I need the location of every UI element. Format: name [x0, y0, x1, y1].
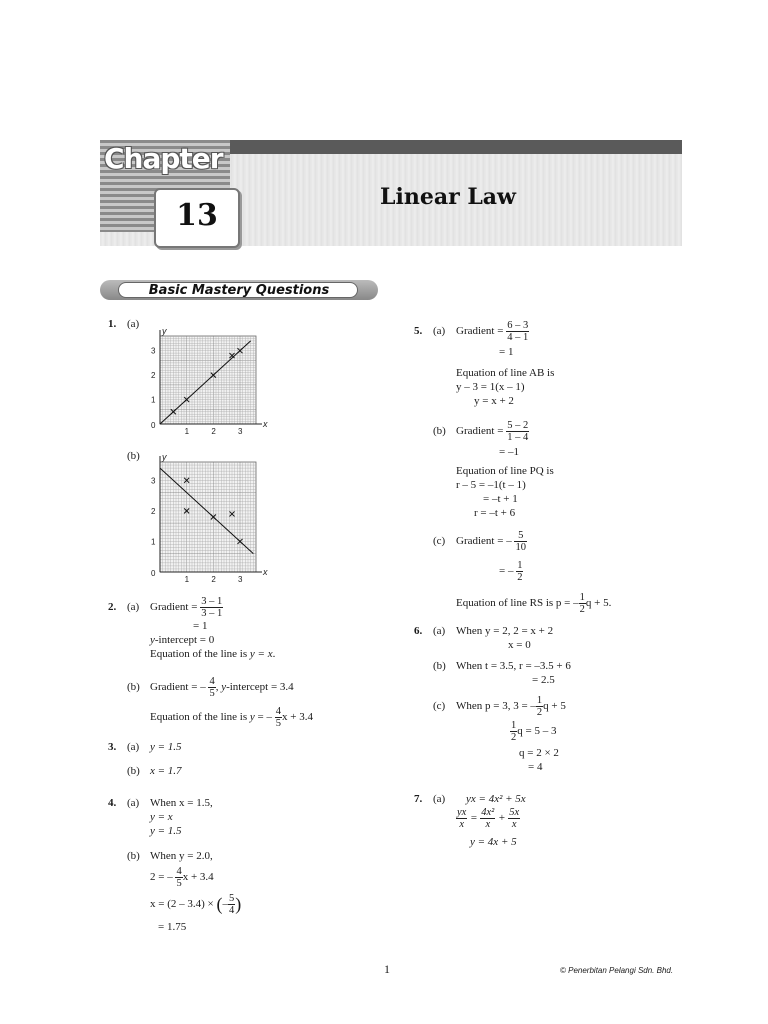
q2a-line: Equation of the line is y = x. [150, 648, 276, 660]
q5a-fraction [506, 320, 529, 343]
q4b-line1: When y = 2.0, [150, 850, 213, 862]
q5c-eq [499, 560, 523, 583]
q2a-label: (a) [127, 601, 140, 613]
banner-top-bar [230, 140, 682, 154]
chapter-number: 13 [176, 198, 218, 233]
q5c-l1-fraction [579, 592, 586, 615]
q5c-num: 5 [514, 530, 527, 542]
q5c-l1 [456, 592, 611, 615]
q4b-line3-den: 4 [228, 905, 235, 916]
y-tick-label: 3 [151, 346, 156, 356]
q2b-line-post: x + 3.4 [282, 711, 313, 724]
q7a-l2: $\frac{yx}{x}$ = $\frac{\text{4x²}}{x}$ + $\frac{5x}{x}$ [457, 807, 520, 830]
q5b-l3: = –t + 1 [483, 493, 518, 505]
q7a-frac1 [456, 807, 467, 830]
q1a-label: (a) [127, 318, 140, 330]
q5a-label: (a) [433, 325, 446, 337]
q6c-l3: q = 2 × 2 [519, 747, 559, 759]
q7a-frac1-num: yx [457, 807, 467, 818]
q5b-gradient [456, 420, 529, 443]
q3b-value: x = 1.7 [150, 765, 182, 777]
y-tick-label: 1 [151, 537, 156, 547]
y-tick-label: 2 [151, 506, 156, 516]
q2b-line-pre: Equation of the line is [150, 711, 250, 724]
q6b-label: (b) [433, 660, 446, 672]
q3b-label: (b) [127, 765, 140, 777]
x-tick-label: 2 [211, 427, 216, 436]
q7a-frac1-den: x [459, 819, 464, 830]
q2b-line-fraction [275, 706, 282, 729]
chapter-title: Linear Law [380, 184, 516, 210]
q6c-l1-den: 2 [536, 707, 543, 718]
x-tick-label: 1 [184, 427, 190, 436]
q6c-l2-num: 1 [511, 720, 517, 731]
q2a-numerator: 3 – 1 [201, 596, 223, 607]
q2a-gradient [150, 596, 223, 619]
q5c-l1-pre: Equation of line RS is p = – [456, 597, 579, 610]
q4b-label: (b) [127, 850, 140, 862]
q6b-l1: When t = 3.5, r = –3.5 + 6 [456, 660, 571, 672]
graph-b [142, 452, 270, 586]
q2a-eq1: = 1 [193, 620, 208, 632]
q5c-eq-fraction [516, 560, 523, 583]
q5b-fraction [506, 420, 529, 443]
x-tick-label: 2 [211, 575, 216, 584]
q6c-l2 [510, 720, 556, 743]
q7a-frac3-num: 5x [509, 807, 520, 818]
y-tick-label: 3 [151, 476, 156, 486]
q7a-l1: yx = 4x² + 5x [466, 793, 526, 805]
q5c-den: 10 [515, 542, 526, 553]
q6c-l2-den: 2 [511, 732, 517, 743]
q6c-l1-post: q + 5 [543, 700, 566, 713]
q4b-line2 [150, 866, 214, 889]
q2b-gradient: Gradient = – $\frac{4}{5}$ , y-intercept = 3.4 [150, 676, 294, 699]
q5c-gradient-label: Gradient = – [456, 535, 512, 548]
q5c-eq-pre: = – [499, 565, 514, 578]
q2a-yint-text: -intercept = 0 [154, 634, 215, 646]
q6c-l1-num: 1 [536, 695, 543, 706]
q2b-yint-text: -intercept = 3.4 [226, 681, 294, 694]
q5c-l1-num: 1 [579, 592, 585, 603]
q5a-l1: Equation of line AB is [456, 367, 555, 379]
q4b-line3-pre: x = (2 – 3.4) × [150, 898, 214, 911]
q5b-eq: = –1 [499, 446, 519, 458]
q5b-l2: r – 5 = –1(t – 1) [456, 479, 526, 491]
q7a-l3: y = 4x + 5 [470, 836, 517, 848]
q2b-denominator: 5 [209, 688, 215, 699]
origin-label: 0 [151, 569, 156, 578]
q3-number: 3. [108, 741, 117, 753]
q7-number: 7. [414, 793, 423, 805]
q6c-l1-pre: When p = 3, 3 = – [456, 700, 536, 713]
q6c-label: (c) [433, 700, 446, 712]
q2b-line: Equation of the line is y = – $\frac{4}{5}$ x + 3.4 [150, 706, 313, 729]
q4b-line2-pre: 2 = – [150, 871, 173, 884]
q5a-num: 6 – 3 [507, 320, 529, 331]
q5b-l1: Equation of line PQ is [456, 465, 554, 477]
q7a-frac2-num: 4x² [481, 807, 495, 818]
q4-number: 4. [108, 797, 117, 809]
q6c-l4: = 4 [528, 761, 543, 773]
q4b-line3-num: 5 [228, 893, 235, 904]
q4b-line2-post: x + 3.4 [182, 871, 214, 884]
q5a-gradient-label: Gradient = [456, 325, 504, 338]
q4b-line2-num: 4 [176, 866, 182, 877]
chapter-label: Chapter [104, 142, 223, 175]
page-number: 1 [384, 962, 390, 976]
q4b-line2-den: 5 [176, 878, 182, 889]
q5c-gradient [456, 530, 527, 553]
chapter-number-box [154, 188, 240, 248]
q2b-numerator: 4 [209, 676, 215, 687]
q5b-den: 1 – 4 [507, 432, 529, 443]
q4b-line3: x = (2 – 3.4) × (– $\frac{5}{4}$ ) [150, 893, 242, 916]
q2b-fraction [208, 676, 215, 699]
q5a-gradient [456, 320, 529, 343]
q5c-fraction [514, 530, 527, 553]
q6-number: 6. [414, 625, 423, 637]
chapter-banner [100, 140, 682, 246]
q5b-gradient-label: Gradient = [456, 425, 504, 438]
q4b-line2-fraction [175, 866, 182, 889]
q5-number: 5. [414, 325, 423, 337]
q4b-line4: = 1.75 [158, 921, 187, 933]
q2-number: 2. [108, 601, 117, 613]
q4a-line3: y = 1.5 [150, 825, 182, 837]
q4a-line1: When x = 1.5, [150, 797, 213, 809]
q5c-l1-den: 2 [579, 604, 585, 615]
copyright: © Penerbitan Pelangi Sdn. Bhd. [560, 966, 674, 975]
q2b-line-den: 5 [275, 718, 282, 729]
q1b-label: (b) [127, 450, 140, 462]
q2a-line-eq: y = x [249, 648, 273, 660]
q7a-frac3-den: x [511, 819, 517, 830]
q2a-gradient-label: Gradient = [150, 601, 198, 614]
q2a-yint: y-intercept = 0 [150, 634, 215, 646]
y-axis-label: y [162, 452, 167, 462]
q5b-num: 5 – 2 [507, 420, 529, 431]
q2a-fraction [200, 596, 223, 619]
q4a-line2: y = x [150, 811, 173, 823]
q5b-label: (b) [433, 425, 446, 437]
q3a-value: y = 1.5 [150, 741, 182, 753]
x-axis-label: x [263, 419, 268, 429]
q2b-gradient-label: Gradient = – [150, 681, 206, 694]
q3a-label: (a) [127, 741, 140, 753]
q7a-label: (a) [433, 793, 446, 805]
q5c-eq-num: 1 [517, 560, 523, 571]
q5a-eq: = 1 [499, 346, 514, 358]
q7a-frac2-den: x [485, 819, 491, 830]
section-header-inner [118, 282, 358, 298]
q5c-l1-post: q + 5. [585, 597, 612, 610]
x-axis-label: x [263, 567, 268, 577]
x-tick-label: 3 [238, 427, 243, 436]
q2a-denominator: 3 – 1 [201, 608, 223, 619]
q5a-den: 4 – 1 [507, 332, 529, 343]
x-tick-label: 3 [238, 575, 243, 584]
q2b-label: (b) [127, 681, 140, 693]
q6a-label: (a) [433, 625, 446, 637]
q6a-l1: When y = 2, 2 = x + 2 [456, 625, 554, 637]
q5c-label: (c) [433, 535, 446, 547]
origin-label: 0 [151, 421, 156, 430]
q6b-l2: = 2.5 [532, 674, 555, 686]
q5b-l4: r = –t + 6 [474, 507, 516, 519]
x-tick-label: 1 [184, 575, 190, 584]
q2a-line-pre: Equation of the line is [150, 648, 250, 660]
q4a-label: (a) [127, 797, 140, 809]
graph-a [142, 326, 270, 438]
q5a-l3: y = x + 2 [474, 395, 514, 407]
q5c-eq-den: 2 [517, 572, 523, 583]
q7a-frac3 [508, 807, 520, 830]
q7a-frac2 [480, 807, 495, 830]
q5a-l2: y – 3 = 1(x – 1) [456, 381, 525, 393]
q6c-l1 [456, 695, 566, 718]
q1-number: 1. [108, 318, 117, 330]
y-tick-label: 1 [151, 395, 156, 405]
y-tick-label: 2 [151, 371, 156, 381]
y-axis-label: y [162, 326, 167, 336]
q2b-line-num: 4 [275, 706, 282, 717]
section-title: Basic Mastery Questions [148, 283, 330, 298]
section-header [100, 280, 378, 300]
q6c-l2-post: q = 5 – 3 [517, 725, 557, 738]
q6a-l2: x = 0 [508, 639, 531, 651]
